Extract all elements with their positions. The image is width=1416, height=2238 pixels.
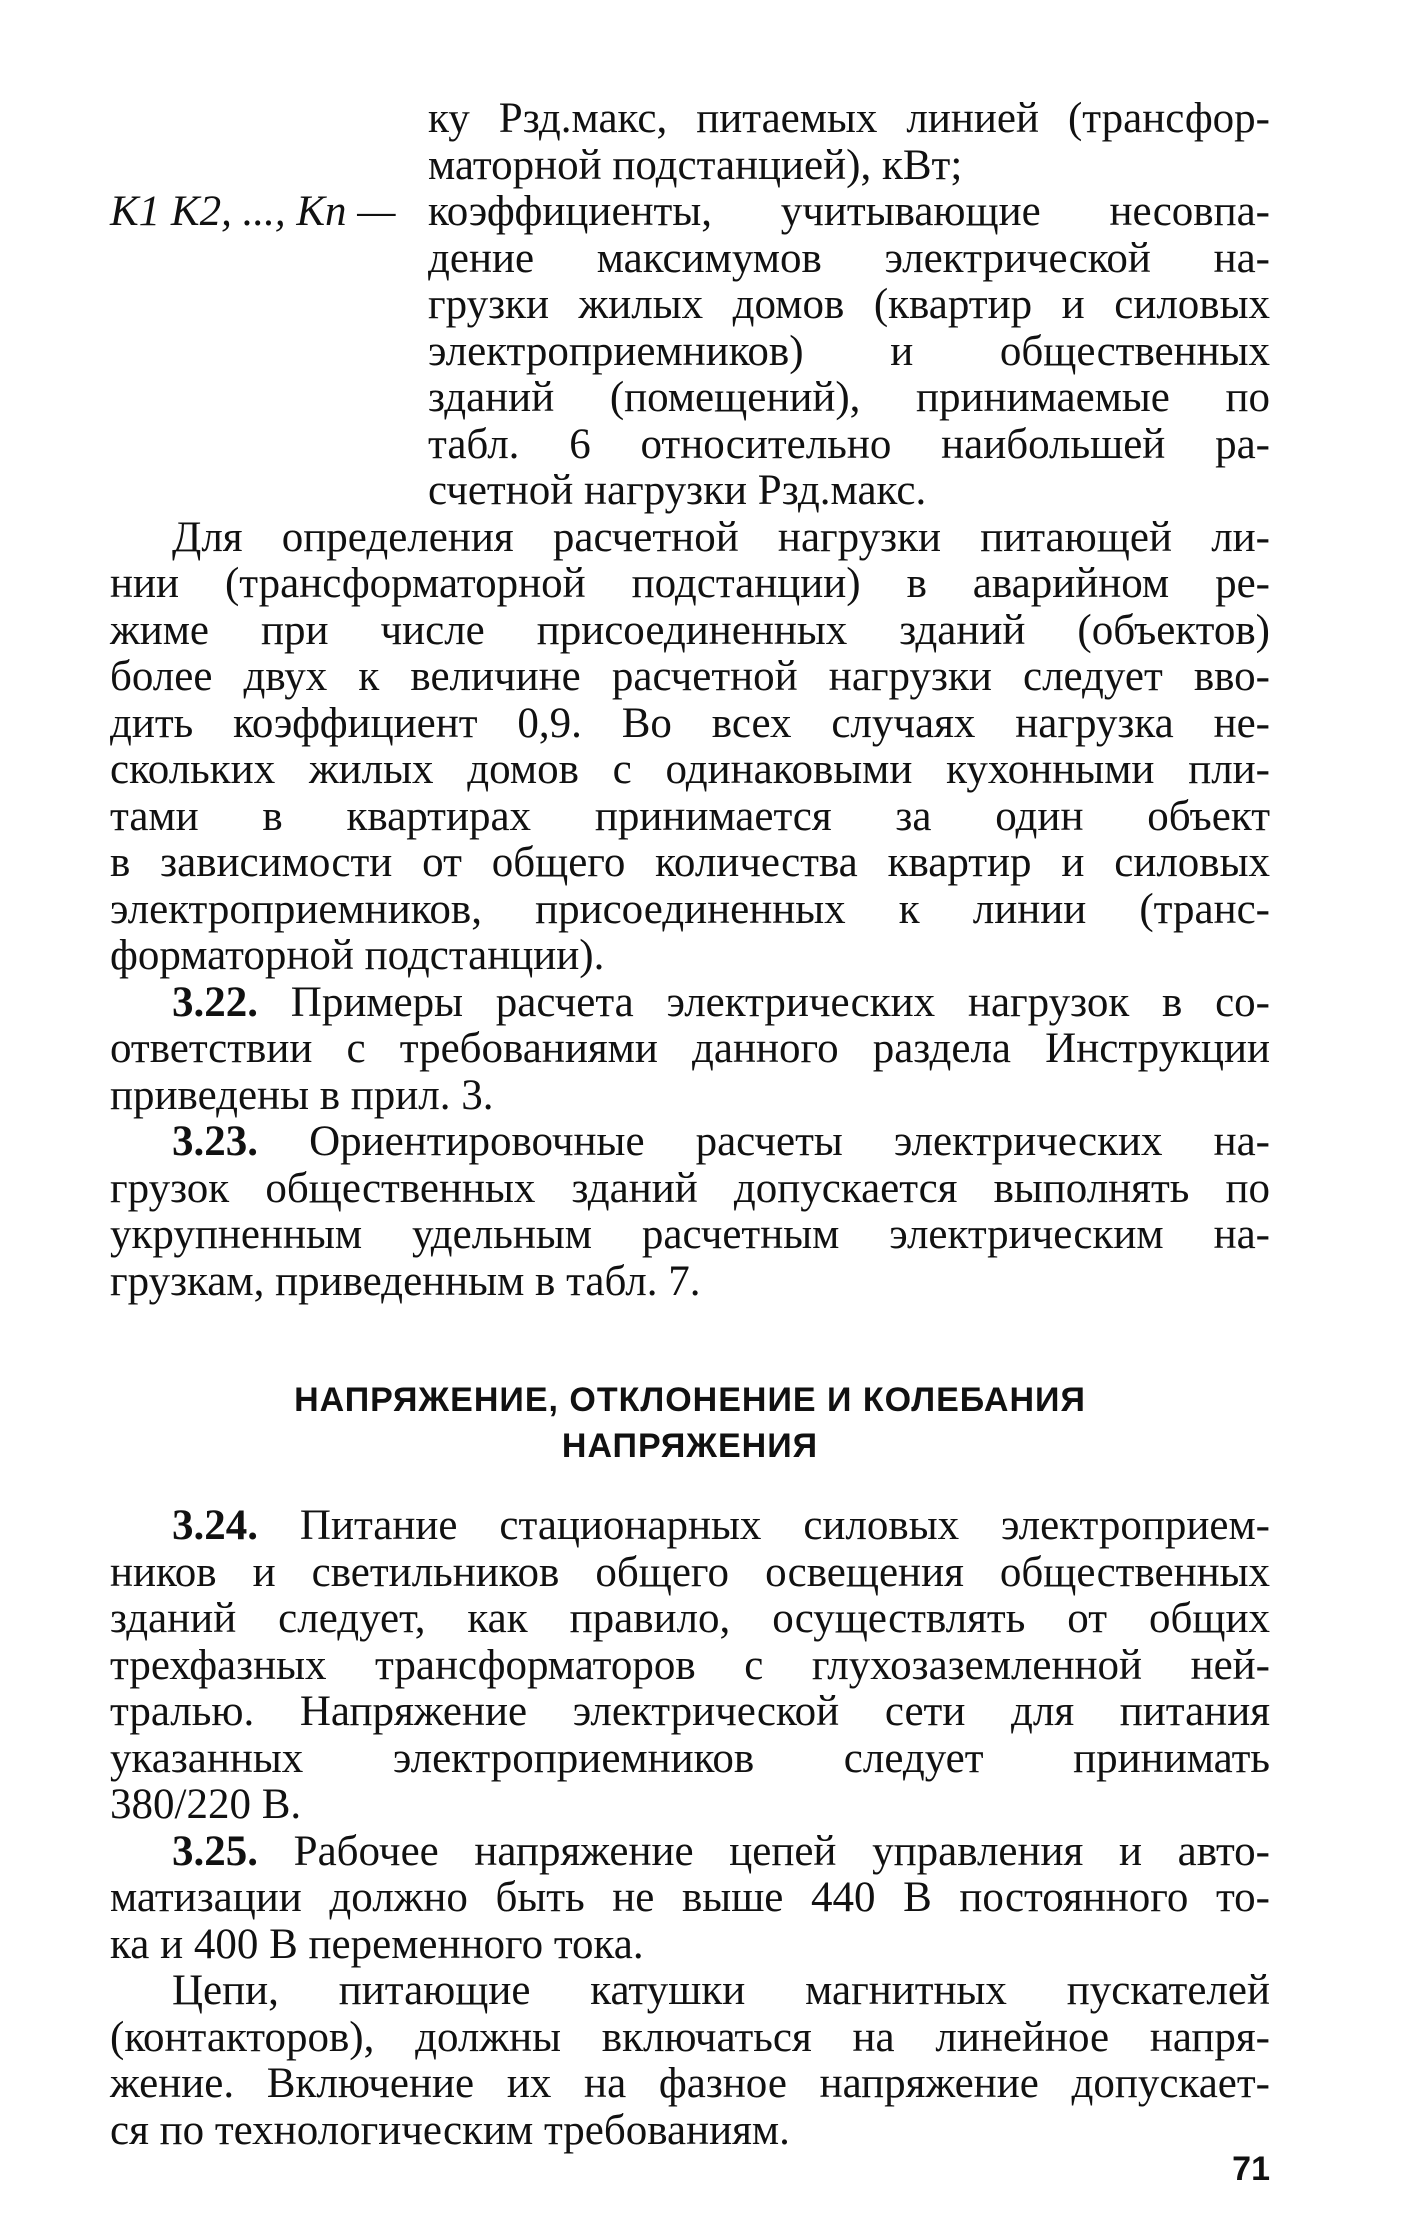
heading-line: НАПРЯЖЕНИЯ	[561, 1427, 819, 1465]
clause-3-25	[110, 1829, 1270, 1969]
text-line: форматорной подстанции).	[110, 932, 605, 979]
text-line: приведены в прил. 3.	[110, 1071, 494, 1119]
text-line: электроприемников) и общественных	[428, 327, 1270, 375]
definition-term: K1 K2, ..., Kn —	[110, 188, 396, 235]
text-line: более двух к величине расчетной нагрузки следует вво-	[110, 653, 1270, 700]
text-line: скольких жилых домов с одинаковыми кухонными пли-	[110, 746, 1270, 793]
text-line: грузок общественных зданий допускается выполнять по	[110, 1164, 1270, 1212]
paragraph-emergency-load	[110, 515, 1270, 980]
text-line: ку Pзд.макс, питаемых линией (трансфор-	[428, 95, 1270, 142]
heading-line: НАПРЯЖЕНИЕ, ОТКЛОНЕНИЕ И КОЛЕБАНИЯ	[294, 1381, 1086, 1419]
text-line	[110, 980, 1270, 1027]
text-line: нии (трансформаторной подстанции) в аварийном ре-	[110, 560, 1270, 607]
text-line	[110, 1829, 1270, 1876]
text-line: коэффициенты, учитывающие несовпа-	[428, 188, 1270, 235]
clause-3-23	[110, 1119, 1270, 1305]
text-line: зданий (помещений), принимаемые по	[428, 374, 1270, 421]
text-line: Цепи, питающие катушки магнитных пускателей	[172, 1967, 1270, 2014]
clause-3-22	[110, 980, 1270, 1120]
text-line: электроприемников, присоединенных к линии (транс-	[110, 885, 1270, 933]
text-line	[110, 1503, 1270, 1550]
text-line: жение. Включение их на фазное напряжение допускает-	[110, 2060, 1270, 2107]
text-line: ответствии с требованиями данного раздела Инструкции	[110, 1025, 1270, 1072]
text-line: тралью. Напряжение электрической сети для питания	[110, 1688, 1270, 1735]
text-line: грузки жилых домов (квартир и силовых	[428, 281, 1270, 328]
text-line: Для определения расчетной нагрузки питающей ли-	[172, 513, 1270, 561]
text-line: грузкам, приведенным в табл. 7.	[110, 1257, 701, 1305]
text-line: маторной подстанцией), кВт;	[428, 141, 963, 189]
definition-k-coefficients	[110, 189, 1270, 515]
clause-number: 3.25.	[172, 1827, 258, 1875]
text-line: счетной нагрузки Pзд.макс.	[428, 467, 927, 514]
clause-number: 3.23.	[172, 1118, 258, 1165]
clause-text: Питание стационарных силовых электроприем-	[299, 1502, 1271, 1549]
text-line: дение максимумов электрической на-	[428, 234, 1270, 282]
text-line: жиме при числе присоединенных зданий (объектов)	[110, 606, 1270, 654]
text-line: ников и светильников общего освещения общественных	[110, 1548, 1270, 1596]
text-line: ка и 400 В переменного тока.	[110, 1920, 644, 1968]
text-line: трехфазных трансформаторов с глухозаземленной ней-	[110, 1641, 1270, 1689]
clause-text: Рабочее напряжение цепей управления и авто-	[293, 1827, 1270, 1875]
text-line: тами в квартирах принимается за один объект	[110, 792, 1270, 840]
text-line: в зависимости от общего количества квартир и силовых	[110, 839, 1270, 886]
text-line: укрупненным удельным расчетным электрическим на-	[110, 1211, 1270, 1258]
page-number: 71	[1232, 2150, 1270, 2188]
clause-number: 3.24.	[172, 1502, 258, 1549]
definition-pzd	[110, 96, 1270, 189]
text-line: дить коэффициент 0,9. Во всех случаях нагрузка не-	[110, 699, 1270, 747]
page-body	[110, 96, 1270, 2154]
text-line: зданий следует, как правило, осуществлять от общих	[110, 1595, 1270, 1642]
clause-text: Примеры расчета электрических нагрузок в со-	[290, 978, 1270, 1026]
clause-3-24	[110, 1503, 1270, 1829]
text-line: табл. 6 относительно наибольшей ра-	[428, 420, 1270, 468]
section-heading	[110, 1377, 1270, 1469]
clause-number: 3.22.	[172, 978, 258, 1026]
text-line: 380/220 В.	[110, 1781, 302, 1828]
text-line: матизации должно быть не выше 440 В постоянного то-	[110, 1874, 1270, 1921]
text-line	[110, 1119, 1270, 1166]
text-line: (контакторов), должны включаться на линейное напря-	[110, 2013, 1270, 2061]
text-line: указанных электроприемников следует принимать	[110, 1734, 1270, 1782]
text-line: ся по технологическим требованиям.	[110, 2106, 790, 2154]
paragraph-contactor-circuits	[110, 1968, 1270, 2154]
clause-text: Ориентировочные расчеты электрических на-	[309, 1118, 1270, 1165]
